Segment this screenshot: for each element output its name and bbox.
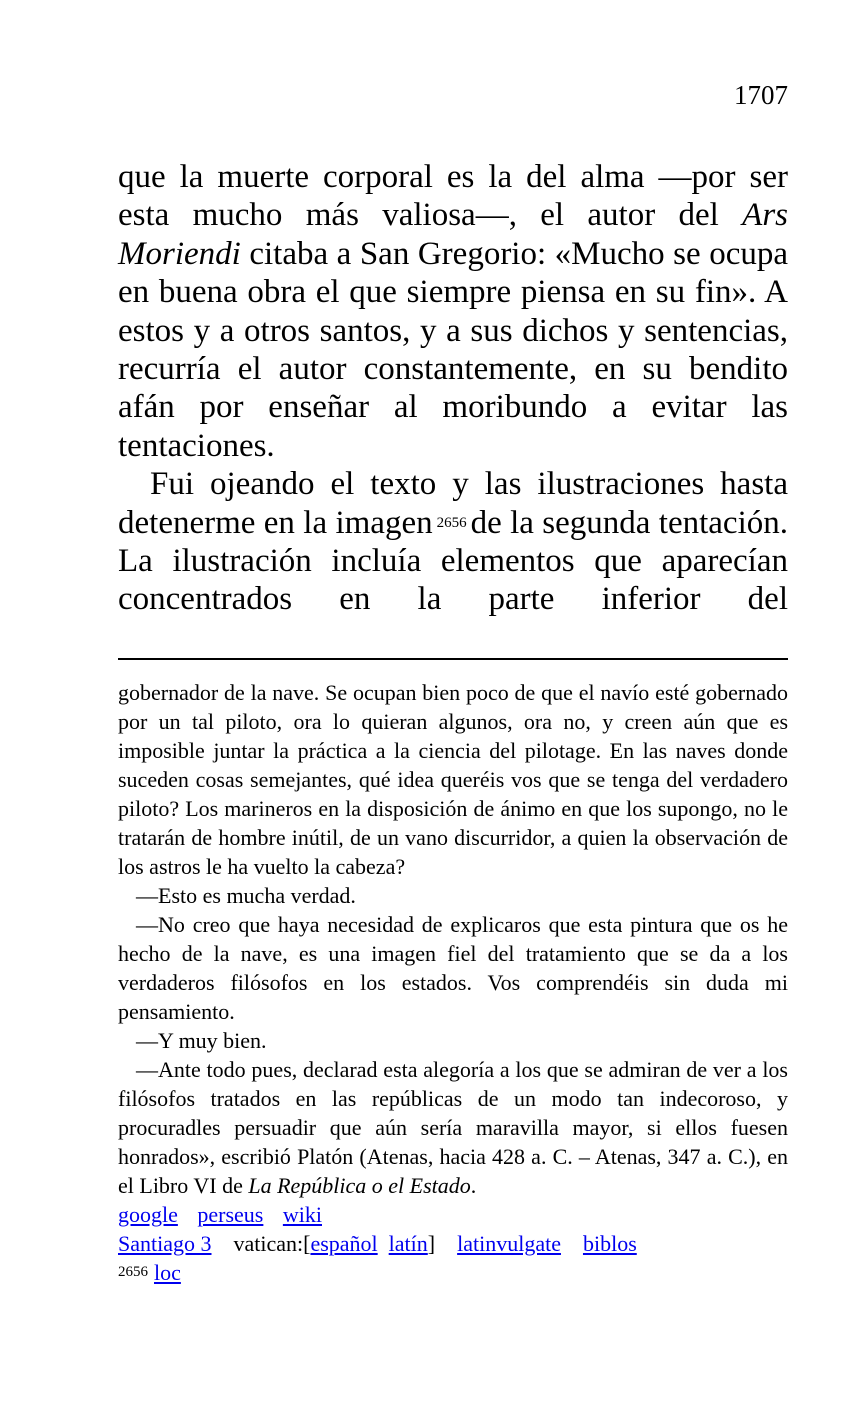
- book-title-ars-moriendi: Ars Moriendi: [118, 197, 788, 272]
- link-vatican-espanol[interactable]: español: [310, 1231, 378, 1256]
- footnote-paragraph: gobernador de la nave. Se ocupan bien poco de que el navío esté gobernado por un tal piloto, ora lo quieran algunos, ora no, y creen aún que es imposible juntar la práctica a la ciencia del pilotage. En las naves donde suceden cosas semejantes, qué idea queréis vos que se tenga del verdadero piloto? Los marineros en la disposición de ánimo en que los supongo, no le tratarán de hombre inútil, de un vano discurridor, a quien la observación de los astros le ha vuelto la cabeza?: [118, 680, 788, 879]
- link-latinvulgate[interactable]: latinvulgate: [457, 1231, 561, 1256]
- main-text: [118, 158, 788, 619]
- body-p1-rest: citaba a San Gregorio: «Mucho se ocupa en buena obra el que siempre piensa en su fin». A estos y a otros santos, y a sus dichos y sentencias, recurría el autor constantemente, en su bendito afán por enseñar al moribundo a evitar las tentaciones.: [118, 235, 788, 464]
- body-paragraph-1: [118, 158, 788, 465]
- link-vatican-latin[interactable]: latín: [388, 1231, 428, 1256]
- footnote-dialogue-4-end: .: [470, 1173, 477, 1198]
- link-biblos[interactable]: biblos: [582, 1231, 637, 1256]
- vatican-bracket-close: ]: [427, 1231, 436, 1256]
- link-loc[interactable]: loc: [154, 1260, 181, 1285]
- link-santiago-3[interactable]: Santiago 3: [118, 1231, 212, 1256]
- book-title-la-republica: La República o el Estado: [248, 1173, 471, 1198]
- body-p2-text-b: de la segunda tentación. La ilustración incluía elementos que aparecían concentrados en la parte inferior del: [118, 504, 788, 618]
- link-wiki[interactable]: wiki: [282, 1202, 322, 1227]
- footnote-reference[interactable]: 2656: [436, 514, 467, 531]
- page-number: 1707: [734, 80, 788, 110]
- footnote-divider: [118, 658, 788, 660]
- footnote-dialogue-4: [118, 1055, 788, 1200]
- reference-links-row-1: [118, 1200, 788, 1229]
- footnote-dialogue-1: —Esto es mucha verdad.: [136, 883, 356, 908]
- footnote-2656: [118, 1258, 788, 1287]
- body-p1-text: que la muerte corporal es la del alma —por ser esta mucho más valiosa—, el autor del: [118, 159, 788, 234]
- footnote-dialogue-3: —Y muy bien.: [136, 1028, 267, 1053]
- body-p2-text-a: Fui ojeando el texto y las ilustraciones hasta detenerme en la imagen: [118, 466, 788, 541]
- footnote-dialogue-2: —No creo que haya necesidad de explicaros que esta pintura que os he hecho de la nave, es una imagen fiel del tratamiento que se da a los verdaderos filósofos en los estados. Vos comprendéis sin duda mi pensamiento.: [118, 912, 788, 1024]
- link-google[interactable]: google: [118, 1202, 178, 1227]
- reference-links-row-2: [118, 1229, 788, 1258]
- footnote-dialogue-4-text: —Ante todo pues, declarad esta alegoría a los que se admiran de ver a los filósofos tratados en las repúblicas de un modo tan indecoroso, y procuradles persuadir que aún sería maravilla mayor, si ellos fuesen honrados», escribió Platón (Atenas, hacia 428 a. C. – Atenas, 347 a. C.), en el Libro VI de: [118, 1057, 788, 1198]
- vatican-label: vatican:[: [233, 1231, 311, 1256]
- body-paragraph-2: [118, 465, 788, 619]
- footnotes: [118, 678, 788, 1287]
- footnote-number: 2656: [118, 1264, 148, 1280]
- link-perseus[interactable]: perseus: [197, 1202, 264, 1227]
